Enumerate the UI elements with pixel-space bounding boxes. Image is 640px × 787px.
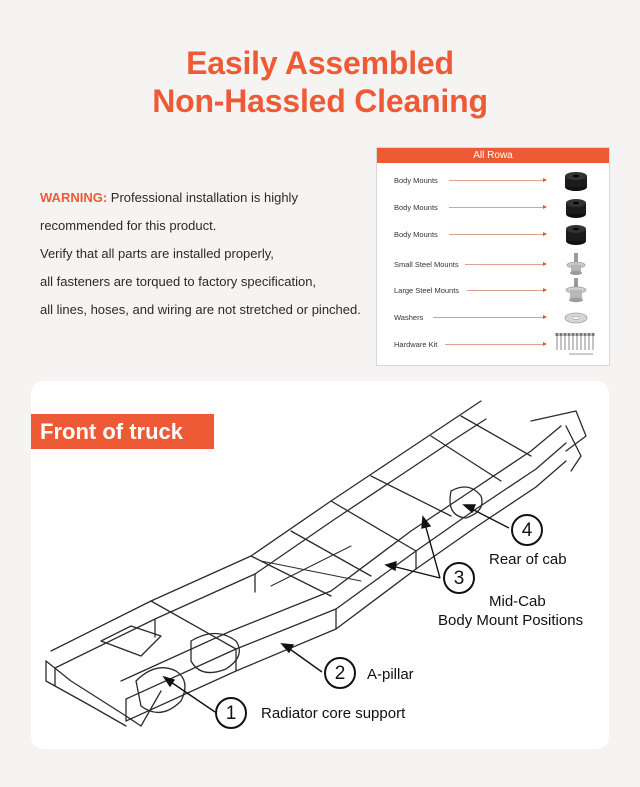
callout-1-label: Radiator core support — [261, 705, 406, 722]
part-label: Hardware Kit — [394, 340, 438, 349]
warning-line-5: all lines, hoses, and wiring are not stretched or pinched. — [40, 302, 361, 317]
title-line-1: Easily Assembled — [186, 45, 454, 81]
callout-3-subtitle: Body Mount Positions — [438, 612, 584, 629]
warning-line-3: Verify that all parts are installed properly, — [40, 246, 274, 261]
warning-line-2: recommended for this product. — [40, 218, 217, 233]
callout-2-number: 2 — [324, 657, 356, 689]
callout-3-number: 3 — [443, 562, 475, 594]
front-of-truck-badge: Front of truck — [31, 414, 214, 449]
part-label: Small Steel Mounts — [394, 260, 459, 269]
part-label: Body Mounts — [394, 203, 438, 212]
callout-4-label: Rear of cab — [489, 551, 567, 568]
part-label: Washers — [394, 313, 424, 322]
callout-2-label: A-pillar — [367, 666, 414, 683]
callout-3-label: Mid-Cab — [489, 593, 546, 610]
parts-list-title: All Rowa — [377, 148, 609, 163]
warning-line-1-text: Professional installation is highly — [107, 190, 298, 205]
warning-label: WARNING: — [40, 190, 108, 205]
title-line-2: Non-Hassled Cleaning — [152, 83, 488, 119]
part-label: Body Mounts — [394, 176, 438, 185]
part-label: Large Steel Mounts — [394, 286, 460, 295]
callout-1-number: 1 — [215, 697, 247, 729]
warning-line-4: all fasteners are torqued to factory specification, — [40, 274, 317, 289]
part-label: Body Mounts — [394, 230, 438, 239]
callout-4-number: 4 — [511, 514, 543, 546]
